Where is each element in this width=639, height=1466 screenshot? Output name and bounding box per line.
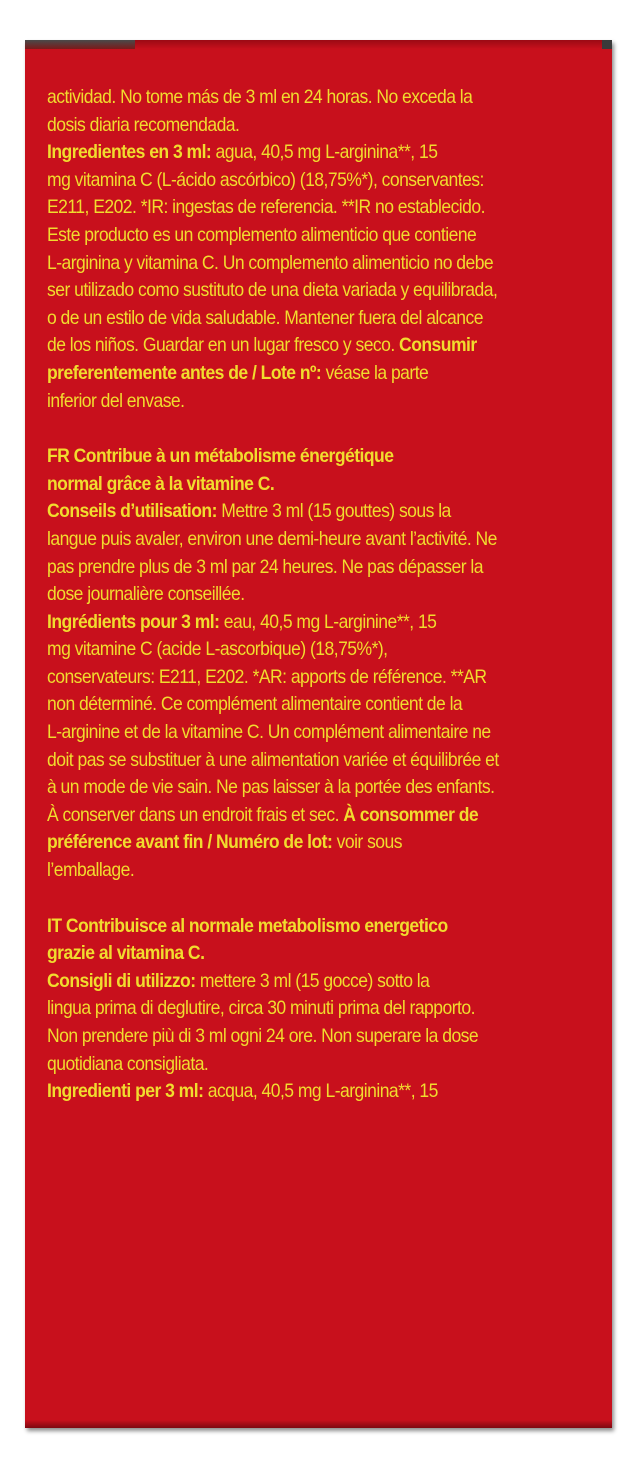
fr-line-10: doit pas se substituer à une alimentation variée et équilibrée et [47, 748, 499, 771]
es-line-4: mg vitamina C (L-ácido ascórbico) (18,75%*), conservantes: [47, 168, 484, 191]
section-it [47, 913, 540, 1106]
es-ingredients-heading: Ingredientes en 3 ml: [47, 141, 212, 164]
box-bottom-edge [25, 1420, 612, 1428]
it-line-4: quotidiana consigliata. [47, 1052, 209, 1075]
es-line-2: dosis diaria recomendada. [47, 113, 240, 136]
fr-line-7: conservateurs: E211, E202. *AR: apports de référence. **AR [47, 665, 487, 688]
es-line-9: o de un estilo de vida saludable. Mantener fuera del alcance [47, 306, 483, 329]
fr-line-4: dose journalière conseillée. [47, 583, 245, 606]
es-best-before-heading: Consumir [399, 334, 477, 357]
es-line-7: L-arginina y vitamina C. Un complemento alimenticio no debe [47, 251, 494, 274]
fr-line-3: pas prendre plus de 3 ml par 24 heures. Ne pas dépasser la [47, 555, 483, 578]
fr-ingredients-heading: Ingrédients pour 3 ml: [47, 610, 220, 633]
it-line-1 [47, 968, 540, 996]
es-storage-text: de los niños. Guardar en un lugar fresco y seco. [47, 334, 400, 357]
es-line-11 [47, 360, 540, 388]
fr-storage-text: À conserver dans un endroit frais et sec. [47, 803, 344, 826]
es-line-10 [47, 332, 540, 360]
box-top-shadow-right [602, 40, 612, 49]
es-ingredients-text: agua, 40,5 mg L-arginina**, 15 [211, 141, 438, 164]
fr-ingredients-text: eau, 40,5 mg L-arginine**, 15 [219, 610, 437, 633]
fr-usage-heading: Conseils d’utilisation: [47, 500, 217, 523]
box-top-shadow-left [25, 40, 135, 49]
fr-usage-text: Mettre 3 ml (15 gouttes) sous la [216, 500, 451, 523]
label-text-block [47, 84, 540, 1106]
es-line-5: E211, E202. *IR: ingestas de referencia. **IR no establecido. [47, 196, 485, 219]
fr-line-5 [47, 609, 540, 637]
fr-line-9: L-arginine et de la vitamine C. Un complément alimentaire ne [47, 721, 491, 744]
es-line-8: ser utilizado como sustituto de una dieta variada y equilibrada, [47, 279, 498, 302]
es-line-1: actividad. No tome más de 3 ml en 24 horas. No exceda la [47, 86, 473, 108]
es-line-6: Este producto es un complemento alimenticio que contiene [47, 223, 477, 246]
fr-heading-line-2: normal grâce à la vitamine C. [47, 472, 275, 495]
section-gap [47, 885, 540, 913]
fr-line-6: mg vitamine C (acide L-ascorbique) (18,75%*), [47, 638, 388, 661]
it-heading-line-2: grazie al vitamina C. [47, 942, 205, 965]
it-heading-line-1: IT Contribuisce al normale metabolismo energetico [47, 914, 448, 937]
fr-line-11: à un mode de vie sain. Ne pas laisser à la portée des enfants. [47, 776, 495, 799]
product-box-panel [25, 40, 612, 1428]
fr-line-12 [47, 802, 540, 830]
fr-line-2: langue puis avaler, environ une demi-heure avant l’activité. Ne [47, 527, 497, 550]
it-usage-heading: Consigli di utilizzo: [47, 969, 196, 992]
es-line-3 [47, 139, 540, 167]
it-ingredients-heading: Ingredienti per 3 ml: [47, 1080, 204, 1103]
it-usage-text: mettere 3 ml (15 gocce) sotto la [195, 969, 430, 992]
it-line-2: lingua prima di deglutire, circa 30 minuti prima del rapporto. [47, 997, 475, 1020]
section-fr [47, 443, 540, 885]
fr-line-1 [47, 498, 540, 526]
it-ingredients-text: acqua, 40,5 mg L-arginina**, 15 [203, 1080, 438, 1103]
fr-line-13 [47, 829, 540, 857]
section-gap [47, 415, 540, 443]
fr-best-before-heading: À consommer de [343, 803, 479, 826]
fr-lot-text: voir sous [332, 831, 402, 854]
es-line-12: inferior del envase. [47, 389, 185, 412]
section-es [47, 84, 540, 415]
fr-lot-heading: préférence avant fin / Numéro de lot: [47, 831, 333, 854]
es-lot-text: véase la parte [321, 361, 429, 384]
it-line-3: Non prendere più di 3 ml ogni 24 ore. Non superare la dose [47, 1025, 479, 1047]
es-lot-heading: preferentemente antes de / Lote nº: [47, 361, 322, 384]
it-line-5 [47, 1078, 540, 1106]
fr-heading-line-1: FR Contribue à un métabolisme énergétique [47, 445, 394, 468]
fr-line-8: non déterminé. Ce complément alimentaire contient de la [47, 693, 463, 716]
fr-line-14: l’emballage. [47, 859, 135, 882]
